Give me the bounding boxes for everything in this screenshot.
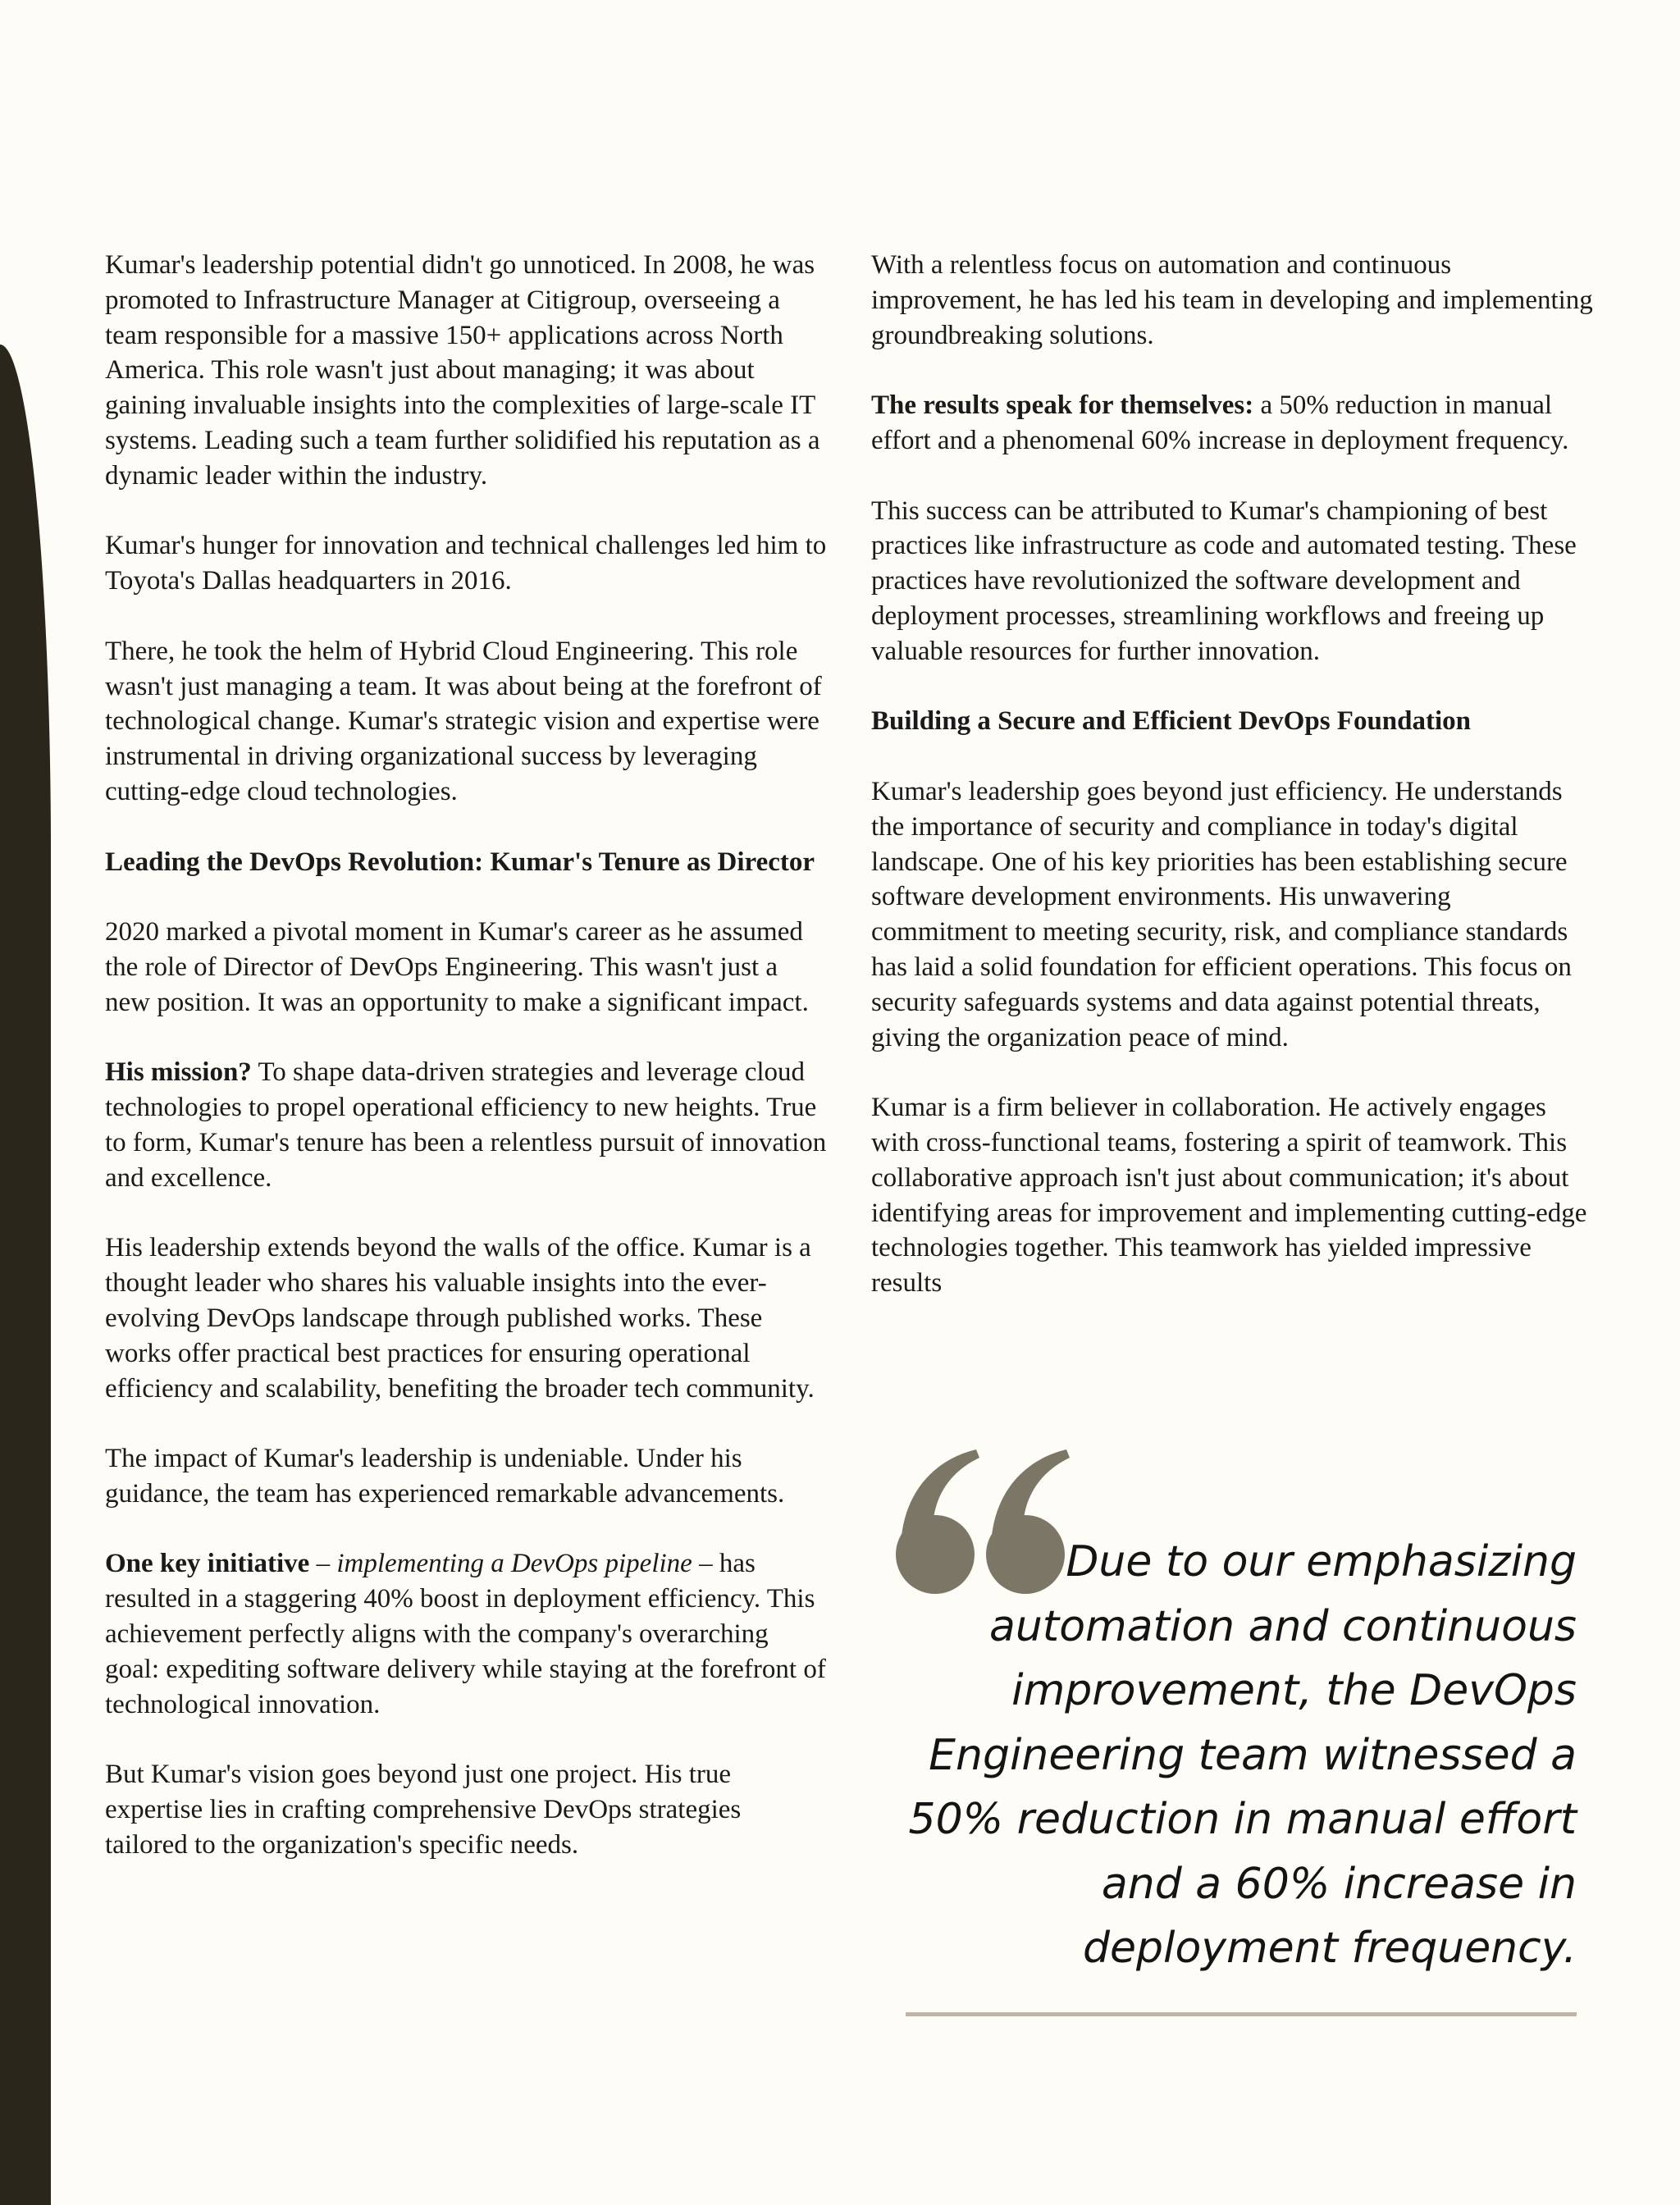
section-heading-secure-foundation: Building a Secure and Efficient DevOps Foundation (871, 706, 1472, 737)
left-column (105, 248, 827, 1897)
pull-quote (894, 1448, 1577, 2022)
paragraph-collaboration: Kumar is a firm believer in collaboration. He actively engages with cross-functional teams, fostering a spirit of teamwork. This collaborative approach isn't just about communication; it's about identifying areas for improvement and implementing cutting-edge technologies together. This teamwork has yielded impressive results (871, 1093, 1587, 1299)
paragraph-hybrid-cloud: There, he took the helm of Hybrid Cloud Engineering. This role wasn't just managing a team. It was about being at the forefront of technological change. Kumar's strategic vision and expertise were instrumental in driving organizational success by leveraging cutting-edge cloud technologies. (105, 636, 822, 806)
paragraph-toyota: Kumar's hunger for innovation and technical challenges led him to Toyota's Dallas headquarters in 2016. (105, 531, 827, 596)
mission-lead-in: His mission? (105, 1057, 252, 1088)
paragraph-citigroup: Kumar's leadership potential didn't go unnoticed. In 2008, he was promoted to Infrastructure Manager at Citigroup, overseeing a team responsible for a massive 150+ applications across North America. This role wasn't just about managing; it was about gaining invaluable insights into the complexities of large-scale IT systems. Leading such a team further solidified his reputation as a dynamic leader within the industry. (105, 250, 820, 491)
paragraph-key-initiative (105, 1546, 827, 1722)
initiative-name: implementing a DevOps pipeline (336, 1549, 692, 1579)
mission-body: To shape data-driven strategies and leverage cloud technologies to propel operational efficiency to new heights. True to form, Kumar's tenure has been a relentless pursuit of innovation and excellence. (105, 1057, 827, 1193)
decorative-side-shape (0, 345, 51, 2205)
right-column (871, 248, 1593, 1336)
paragraph-mission (105, 1055, 827, 1195)
initiative-lead-in: One key initiative (105, 1549, 310, 1579)
pull-quote-text: Due to our emphasizing automation and continuous improvement, the DevOps Engineering team witnessed a 50% reduction in manual effort and a 60% increase in deployment frequency. (908, 1537, 1577, 1973)
paragraph-best-practices: This success can be attributed to Kumar's championing of best practices like infrastructure as code and automated testing. These practices have revolutionized the software development and deployment processes, streamlining workflows and freeing up valuable resources for further innovation. (871, 495, 1577, 666)
paragraph-thought-leader: His leadership extends beyond the walls of the office. Kumar is a thought leader who shares his valuable insights into the ever-evolving DevOps landscape through published works. These works offer practical best practices for ensuring operational efficiency and scalability, benefiting the broader tech community. (105, 1233, 815, 1404)
paragraph-director-2020: 2020 marked a pivotal moment in Kumar's career as he assumed the role of Director of DevOps Engineering. This wasn't just a new position. It was an opportunity to make a significant impact. (105, 917, 809, 1017)
pull-quote-divider (906, 2012, 1577, 2016)
paragraph-results (871, 388, 1593, 459)
paragraph-automation-focus: With a relentless focus on automation and continuous improvement, he has led his team in developing and implementing groundbreaking solutions. (871, 250, 1593, 350)
paragraph-impact: The impact of Kumar's leadership is undeniable. Under his guidance, the team has experienced remarkable advancements. (105, 1444, 785, 1509)
paragraph-security: Kumar's leadership goes beyond just efficiency. He understands the importance of security and compliance in today's digital landscape. One of his key priorities has been establishing secure software development environments. His unwavering commitment to meeting security, risk, and compliance standards has laid a solid foundation for efficient operations. This focus on security safeguards systems and data against potential threats, giving the organization peace of mind. (871, 776, 1572, 1052)
initiative-dash: – (309, 1549, 337, 1579)
results-lead-in: The results speak for themselves: (871, 390, 1254, 421)
initiative-body: – has resulted in a staggering 40% boost in deployment efficiency. This achievement perfectly aligns with the company's overarching goal: expediting software delivery while staying at the forefront of technological innovation. (105, 1549, 826, 1719)
section-heading-devops-revolution: Leading the DevOps Revolution: Kumar's Tenure as Director (105, 847, 815, 877)
results-body: a 50% reduction in manual effort and a phenomenal 60% increase in deployment frequency. (871, 390, 1569, 455)
paragraph-vision: But Kumar's vision goes beyond just one project. His true expertise lies in crafting comprehensive DevOps strategies tailored to the organization's specific needs. (105, 1760, 742, 1860)
